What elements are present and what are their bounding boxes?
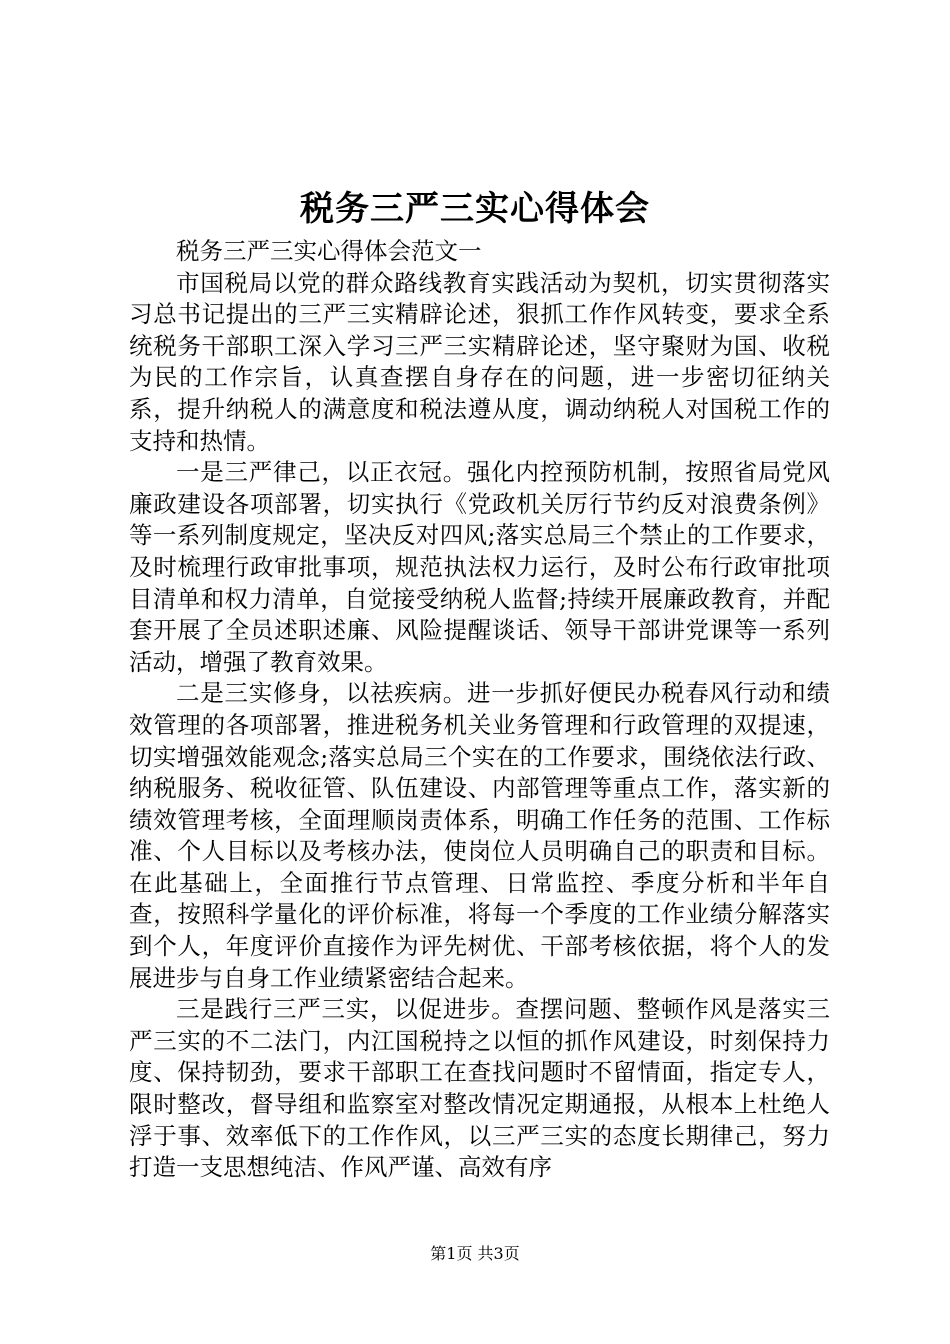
page-number-footer: 第1页 共3页	[430, 1244, 520, 1263]
paragraph-point-three: 三是践行三严三实，以促进步。查摆问题、整顿作风是落实三严三实的不二法门，内江国税持之以恒的抓作风建设，时刻保持力度、保持韧劲，要求干部职工在查找问题时不留情面，指定专人，限时整改，督导组和监察室对整改情况定期通报，从根本上杜绝人浮于事、效率低下的工作作风，以三严三实的态度长期律己，努力打造一支思想纯洁、作风严谨、高效有序	[129, 995, 830, 1182]
document-body	[129, 236, 830, 1184]
document-subtitle: 税务三严三实心得体会范文一	[176, 237, 482, 265]
document-title: 税务三严三实心得体会	[300, 189, 650, 229]
paragraph-point-one: 一是三严律己，以正衣冠。强化内控预防机制，按照省局党风廉政建设各项部署，切实执行《党政机关厉行节约反对浪费条例》等一系列制度规定，坚决反对四风;落实总局三个禁止的工作要求，及时梳理行政审批事项，规范执法权力运行，及时公布行政审批项目清单和权力清单，自觉接受纳税人监督;持续开展廉政教育，并配套开展了全员述职述廉、风险提醒谈话、领导干部讲党课等一系列活动，增强了教育效果。	[129, 458, 830, 676]
paragraph-point-two: 二是三实修身，以祛疾病。进一步抓好便民办税春风行动和绩效管理的各项部署，推进税务机关业务管理和行政管理的双提速，切实增强效能观念;落实总局三个实在的工作要求，围绕依法行政、纳税服务、税收征管、队伍建设、内部管理等重点工作，落实新的绩效管理考核，全面理顺岗责体系，明确工作任务的范围、工作标准、个人目标以及考核办法，使岗位人员明确自己的职责和目标。在此基础上，全面推行节点管理、日常监控、季度分析和半年自查，按照科学量化的评价标准，将每一个季度的工作业绩分解落实到个人，年度评价直接作为评先树优、干部考核依据，将个人的发展进步与自身工作业绩紧密结合起来。	[129, 679, 830, 992]
paragraph-intro: 市国税局以党的群众路线教育实践活动为契机，切实贯彻落实习总书记提出的三严三实精辟论述，狠抓工作作风转变，要求全系统税务干部职工深入学习三严三实精辟论述，坚守聚财为国、收税为民的工作宗旨，认真查摆自身存在的问题，进一步密切征纳关系，提升纳税人的满意度和税法遵从度，调动纳税人对国税工作的支持和热情。	[129, 268, 830, 455]
